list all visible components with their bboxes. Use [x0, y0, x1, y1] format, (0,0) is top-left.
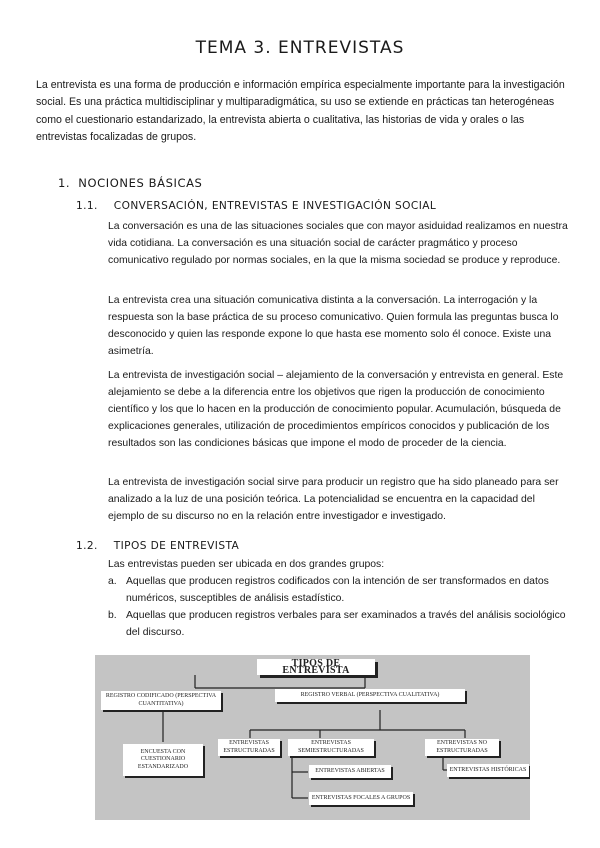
- abiertas-box: ENTREVISTAS ABIERTAS: [309, 765, 391, 778]
- no-estructuradas-box: ENTREVISTAS NO ESTRUCTURADAS: [425, 739, 499, 756]
- paragraph-registro: La entrevista de investigación social sirve para producir un registro que ha sido planeado para ser analizado a la luz de una posición teórica. La potencialidad se encuentra en la capacidad del ejemplo de su discurso no en la relación entre investigador e investigado.: [108, 477, 559, 522]
- diagram-title-box: TIPOS DE ENTREVISTA: [257, 659, 375, 675]
- semiestructuradas-box: ENTREVISTAS SEMIESTRUCTURADAS: [288, 739, 374, 756]
- subsection-title: TIPOS DE ENTREVISTA: [113, 540, 240, 552]
- list-item-text: Aquellas que producen registros verbales para ser examinados a través del análisis sociológico del discurso.: [126, 610, 566, 638]
- intro-paragraph: La entrevista es una forma de producción e información empírica especialmente importante para la investigación social. Es una práctica multidisciplinar y multiparadigmática, su uso se extiende en prácticas tan heterogéneas como el cuestionario estandarizado, la entrevista abierta o cualitativa, las historias de vida y orales o las entrevistas focalizadas de grupos.: [36, 79, 565, 144]
- types-list: [108, 573, 568, 641]
- registro-verbal-box: REGISTRO VERBAL (PERSPECTIVA CUALITATIVA): [275, 689, 465, 702]
- page-title: TEMA 3. ENTREVISTAS: [195, 38, 405, 58]
- list-item: [108, 607, 568, 641]
- section-title: NOCIONES BÁSICAS: [78, 176, 203, 190]
- subsection-heading-1-2: [76, 540, 239, 552]
- section-number: 1.: [58, 176, 71, 190]
- list-item: [108, 573, 568, 607]
- historicas-box: ENTREVISTAS HISTÓRICAS: [447, 764, 529, 777]
- list-item-text: Aquellas que producen registros codificados con la intención de ser transformados en datos numéricos, susceptibles de análisis estadístico.: [126, 576, 549, 604]
- section-heading-1: [58, 176, 202, 190]
- types-lead: Las entrevistas pueden ser ubicada en dos grandes grupos:: [108, 559, 385, 570]
- paragraph-investigacion: La entrevista de investigación social – alejamiento de la conversación y entrevista en general. Este alejamiento se debe a la diferencia entre los objetivos que rigen la producción de conocimiento científico y los que lo hacen en la producción de conocimiento popular. Acumulación, búsqueda de explicaciones generales, utilización de procedimientos empíricos conocidos y publicación de los resultados son las condiciones básicas que impone el modo de proceder de la ciencia.: [108, 370, 564, 449]
- list-marker: a.: [108, 576, 117, 587]
- interview-types-diagram: [95, 655, 530, 820]
- paragraph-entrevista: La entrevista crea una situación comunicativa distinta a la conversación. La interrogación y la respuesta son la base práctica de su proceso comunicativo. Quien formula las preguntas busca lo desconocido y quien las responde expone lo que hasta ese momento solo él conoce. Existe una asimetría.: [108, 295, 559, 357]
- subsection-number: 1.2.: [76, 540, 98, 552]
- subsection-number: 1.1.: [76, 200, 98, 212]
- subsection-heading-1-1: [76, 200, 436, 212]
- subsection-title: CONVERSACIÓN, ENTREVISTAS E INVESTIGACIÓN SOCIAL: [113, 200, 437, 212]
- registro-codificado-box: REGISTRO CODIFICADO (PERSPECTIVA CUANTITATIVA): [101, 691, 221, 710]
- estructuradas-box: ENTREVISTAS ESTRUCTURADAS: [218, 739, 280, 756]
- paragraph-conversacion: La conversación es una de las situaciones sociales que con mayor asiduidad realizamos en nuestra vida cotidiana. La conversación es una situación social de carácter pragmático y proceso comunicativo regulado por normas sociales, en la que la misma sociedad se produce y reproduce.: [108, 221, 568, 266]
- encuesta-box: ENCUESTA CON CUESTIONARIO ESTANDARIZADO: [123, 744, 203, 776]
- list-marker: b.: [108, 610, 117, 621]
- focales-box: ENTREVISTAS FOCALES A GRUPOS: [309, 792, 413, 805]
